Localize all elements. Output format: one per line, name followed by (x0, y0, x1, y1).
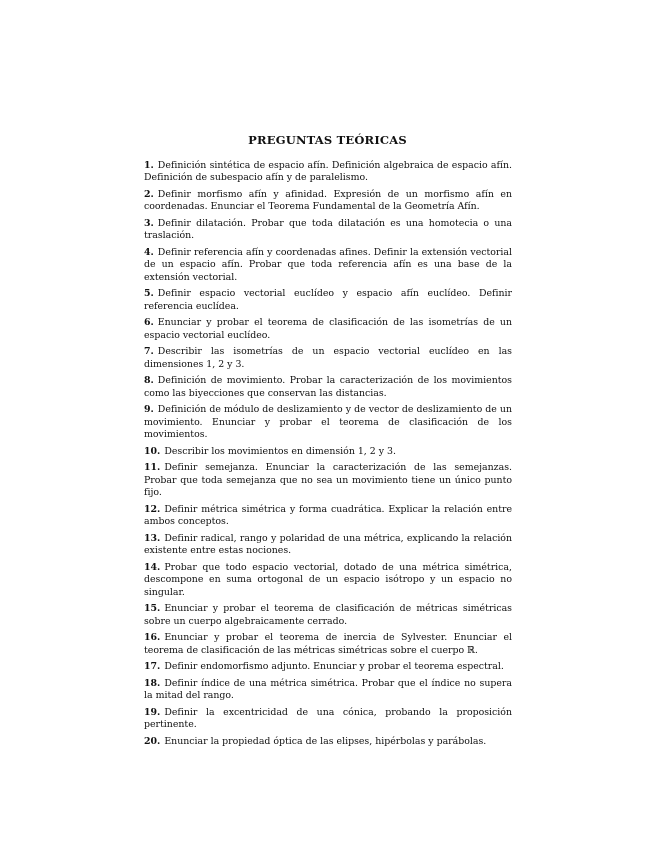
question-text: Definir espacio vectorial euclídeo y espacio afín euclídeo. Definir referencia euclídea. (144, 288, 512, 312)
question-number: 20. (144, 735, 161, 747)
question-text: Definir endomorfismo adjunto. Enunciar y probar el teorema espectral. (164, 661, 504, 673)
list-item (144, 736, 512, 748)
question-number: 2. (144, 189, 154, 200)
question-text: Describir las isometrías de un espacio vectorial euclídeo en las dimensiones 1, 2 y 3. (144, 346, 512, 370)
question-number: 7. (144, 346, 154, 358)
list-item (144, 288, 512, 313)
question-text: Enunciar y probar el teorema de clasificación de las isometrías de un espacio vectorial euclídeo. (144, 317, 512, 341)
list-item (144, 707, 512, 732)
question-number: 3. (144, 218, 154, 229)
page-title: PREGUNTAS TEÓRICAS (248, 133, 407, 147)
list-item (144, 160, 512, 185)
list-item (144, 317, 512, 342)
question-text: Definir dilatación. Probar que toda dilatación es una homotecia o una traslación. (144, 218, 512, 242)
question-text: Enunciar la propiedad óptica de las elipses, hipérbolas y parábolas. (164, 735, 487, 747)
list-item (144, 661, 512, 673)
list-item (144, 189, 512, 214)
list-item (144, 603, 512, 628)
question-number: 18. (144, 677, 161, 689)
question-number: 10. (144, 445, 161, 457)
list-item (144, 218, 512, 243)
question-number: 12. (144, 503, 161, 515)
question-number: 15. (144, 603, 161, 615)
list-item (144, 446, 512, 458)
question-text: Describir los movimientos en dimensión 1, 2 y 3. (164, 445, 396, 457)
question-number: 9. (144, 404, 154, 416)
list-item (144, 346, 512, 371)
question-text: Definir referencia afín y coordenadas afines. Definir la extensión vectorial de un espacio afín. Probar que toda referencia afín es una base de la extensión vectorial. (144, 247, 512, 283)
question-number: 1. (144, 160, 154, 171)
list-item (144, 678, 512, 703)
question-number: 8. (144, 375, 154, 387)
question-text: Definición sintética de espacio afín. Definición algebraica de espacio afín. Definición de subespacio afín y de paralelismo. (144, 160, 512, 184)
question-list (144, 160, 512, 752)
question-text: Definición de movimiento. Probar la caracterización de los movimientos como las biyecciones que conservan las distancias. (144, 375, 512, 399)
question-number: 16. (144, 632, 161, 644)
question-text: Definir índice de una métrica simétrica. Probar que el índice no supera la mitad del rango. (144, 677, 512, 702)
question-text: Definir semejanza. Enunciar la caracterización de las semejanzas. Probar que toda semejanza que no sea un movimiento tiene un único punto fijo. (144, 462, 512, 499)
question-number: 17. (144, 661, 161, 673)
question-number: 14. (144, 561, 161, 573)
question-text: Definir la excentricidad de una cónica, probando la proposición pertinente. (144, 706, 512, 731)
list-item (144, 632, 512, 657)
list-item (144, 375, 512, 400)
question-text: Definir radical, rango y polaridad de una métrica, explicando la relación existente entre estas nociones. (144, 532, 512, 557)
question-text: Probar que todo espacio vectorial, dotado de una métrica simétrica, descompone en suma ortogonal de un espacio isótropo y un espacio no singular. (144, 561, 512, 598)
question-text: Enunciar y probar el teorema de inercia de Sylvester. Enunciar el teorema de clasificación de las métricas simétricas sobre el cuerpo ℝ. (144, 632, 512, 656)
list-item (144, 247, 512, 284)
list-item (144, 533, 512, 558)
list-item (144, 504, 512, 529)
question-number: 4. (144, 247, 154, 258)
list-item (144, 462, 512, 499)
question-text: Definir morfismo afín y afinidad. Expresión de un morfismo afín en coordenadas. Enunciar el Teorema Fundamental de la Geometría Afín. (144, 189, 512, 213)
question-number: 13. (144, 532, 161, 544)
question-number: 5. (144, 288, 154, 300)
question-number: 19. (144, 706, 161, 718)
question-text: Definir métrica simétrica y forma cuadrática. Explicar la relación entre ambos conceptos. (144, 503, 512, 528)
question-number: 11. (144, 462, 161, 474)
question-text: Enunciar y probar el teorema de clasificación de métricas simétricas sobre un cuerpo algebraicamente cerrado. (144, 603, 512, 627)
question-number: 6. (144, 317, 154, 329)
list-item (144, 404, 512, 441)
list-item (144, 562, 512, 599)
question-text: Definición de módulo de deslizamiento y de vector de deslizamiento de un movimiento. Enunciar y probar el teorema de clasificación de los movimientos. (144, 404, 512, 441)
